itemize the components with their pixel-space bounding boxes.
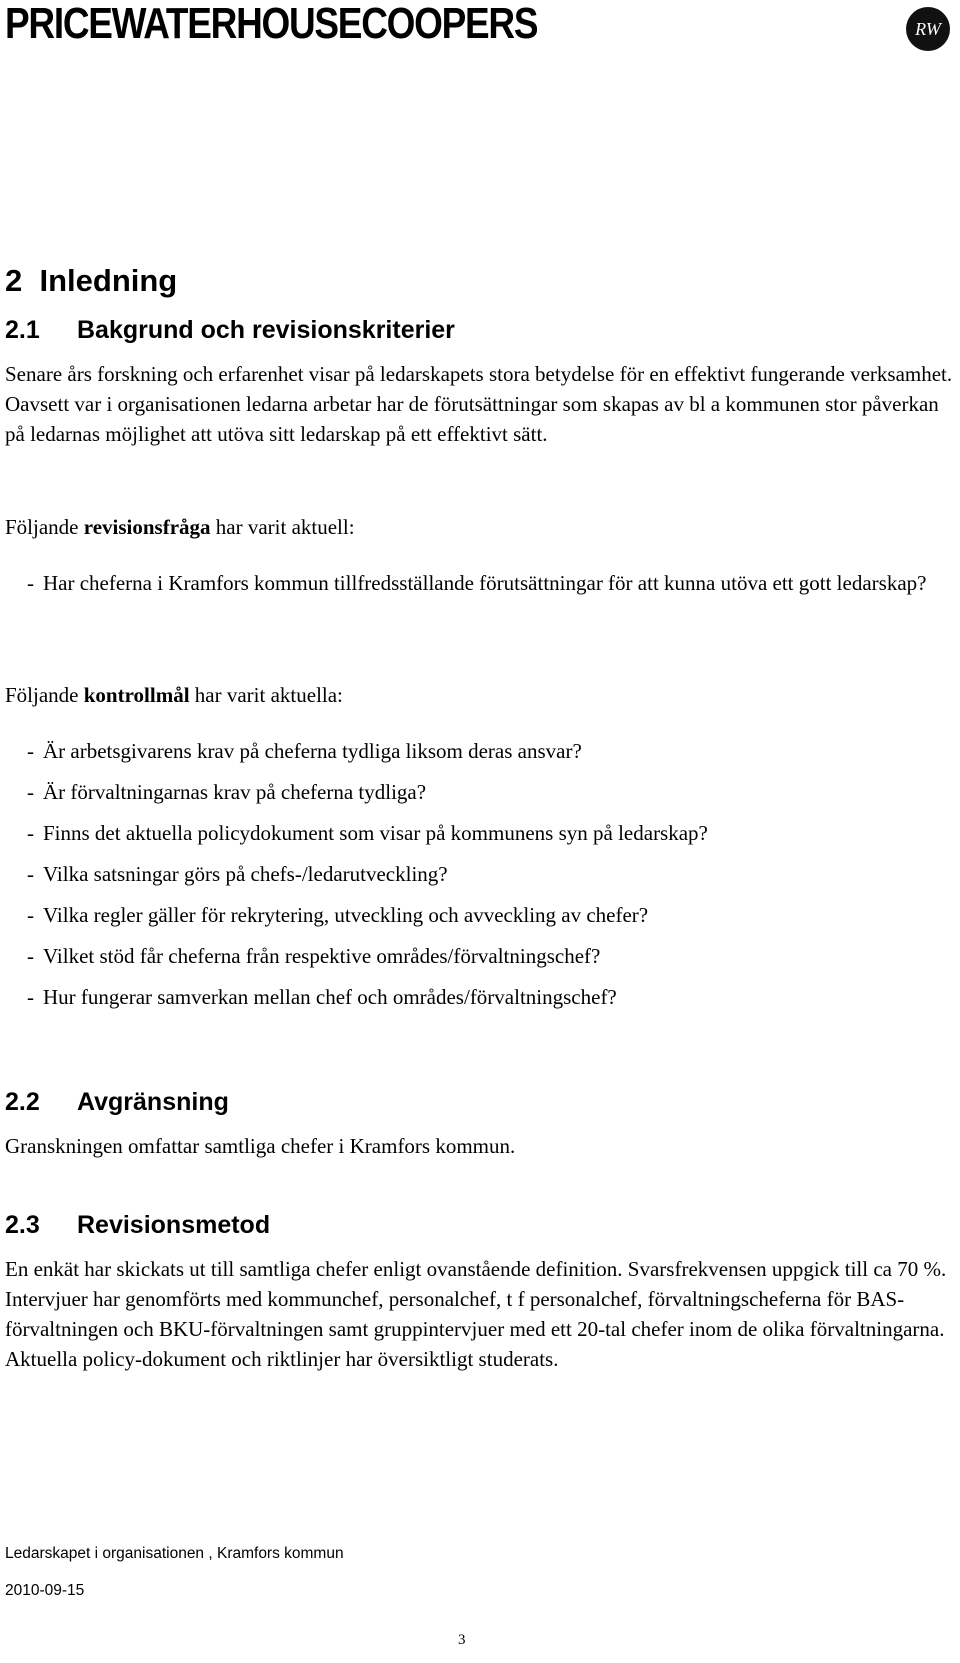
section-heading-revisionsmetod [5,1213,270,1238]
kontrollmal-term: kontrollmål [83,683,190,707]
section-number: 2.2 [5,1088,40,1116]
list-item: - Vilka regler gäller för rekrytering, utveckling och avveckling av chefer? [27,903,649,927]
section-title: Bakgrund och revisionskriterier [77,316,455,344]
footer-title: Ledarskapet i organisationen , Kramfors kommun [5,1545,344,1562]
revisionsfraga-list [5,568,955,598]
section-number: 2.1 [5,316,40,344]
list-item: - Är förvaltningarnas krav på cheferna tydliga? [27,780,427,804]
chapter-number: 2 [5,263,23,298]
list-item: - Vilket stöd får cheferna från respektive områdes/förvaltningschef? [27,944,601,968]
intro-paragraph: Senare års forskning och erfarenhet visar på ledarskapets stora betydelse för en effektivt fungerande verksamhet. Oavsett var i organisationen ledarna arbetar har de förutsättningar som skapas av bl a kommunen stor påverkan på ledarnas möjlighet att utöva sitt ledarskap på ett effektivt sätt. [5,362,953,446]
list-item-text: Finns det aktuella policydokument som visar på kommunens syn på ledarskap? [43,821,708,845]
pwc-seal-icon: RW [906,7,950,51]
kontrollmal-list [5,736,955,1023]
list-item-text: Vilka satsningar görs på chefs-/ledarutveckling? [43,862,448,886]
revisionsfraga-term: revisionsfråga [83,515,211,539]
page-number: 3 [458,1632,466,1648]
section-heading-avgransning [5,1090,229,1115]
footer-date: 2010-09-15 [5,1582,85,1599]
kontrollmal-suffix: har varit aktuella: [189,683,343,707]
list-item-text: Har cheferna i Kramfors kommun tillfredsställande förutsättningar för att kunna utöva ett gott ledarskap? [43,571,927,595]
revisionsmetod-paragraph: En enkät har skickats ut till samtliga chefer enligt ovanstående definition. Svarsfrekvensen uppgick till ca 70 %. Intervjuer har genomförts med kommunchef, personalchef, t f personalchef, förvaltningscheferna för BAS-förvaltningen och BKU-förvaltningen samt gruppintervjuer med ett 20-tal chefer inom de olika förvaltningarna. Aktuella policy-dokument och riktlinjer har översiktligt studerats. [5,1257,947,1371]
pwc-logo: PRICEWATERHOUSECOOPERS [5,0,538,48]
kontrollmal-prefix: Följande [5,683,84,707]
list-item-text: Vilka regler gäller för rekrytering, utveckling och avveckling av chefer? [43,903,649,927]
list-item: - Hur fungerar samverkan mellan chef och områdes/förvaltningschef? [27,985,617,1009]
section-number: 2.3 [5,1211,40,1239]
section-title: Avgränsning [77,1088,229,1116]
list-item: - Har cheferna i Kramfors kommun tillfredsställande förutsättningar för att kunna utöva ett gott ledarskap? [27,571,927,595]
avgransning-paragraph: Granskningen omfattar samtliga chefer i Kramfors kommun. [5,1134,516,1158]
revisionsfraga-suffix: har varit aktuell: [210,515,355,539]
list-item-text: Hur fungerar samverkan mellan chef och områdes/förvaltningschef? [43,985,617,1009]
chapter-title: Inledning [39,263,178,298]
section-title: Revisionsmetod [77,1211,271,1239]
list-item: - Finns det aktuella policydokument som visar på kommunens syn på ledarskap? [27,821,708,845]
list-item: - Vilka satsningar görs på chefs-/ledarutveckling? [27,862,448,886]
list-item: - Är arbetsgivarens krav på cheferna tydliga liksom deras ansvar? [27,739,582,763]
chapter-heading [5,265,177,296]
kontrollmal-intro [5,680,955,710]
list-item-text: Är förvaltningarnas krav på cheferna tydliga? [43,780,427,804]
revisionsfraga-intro [5,512,955,542]
revisionsfraga-prefix: Följande [5,515,84,539]
section-heading-bakgrund [5,318,455,343]
list-item-text: Vilket stöd får cheferna från respektive områdes/förvaltningschef? [43,944,601,968]
list-item-text: Är arbetsgivarens krav på cheferna tydliga liksom deras ansvar? [43,739,582,763]
